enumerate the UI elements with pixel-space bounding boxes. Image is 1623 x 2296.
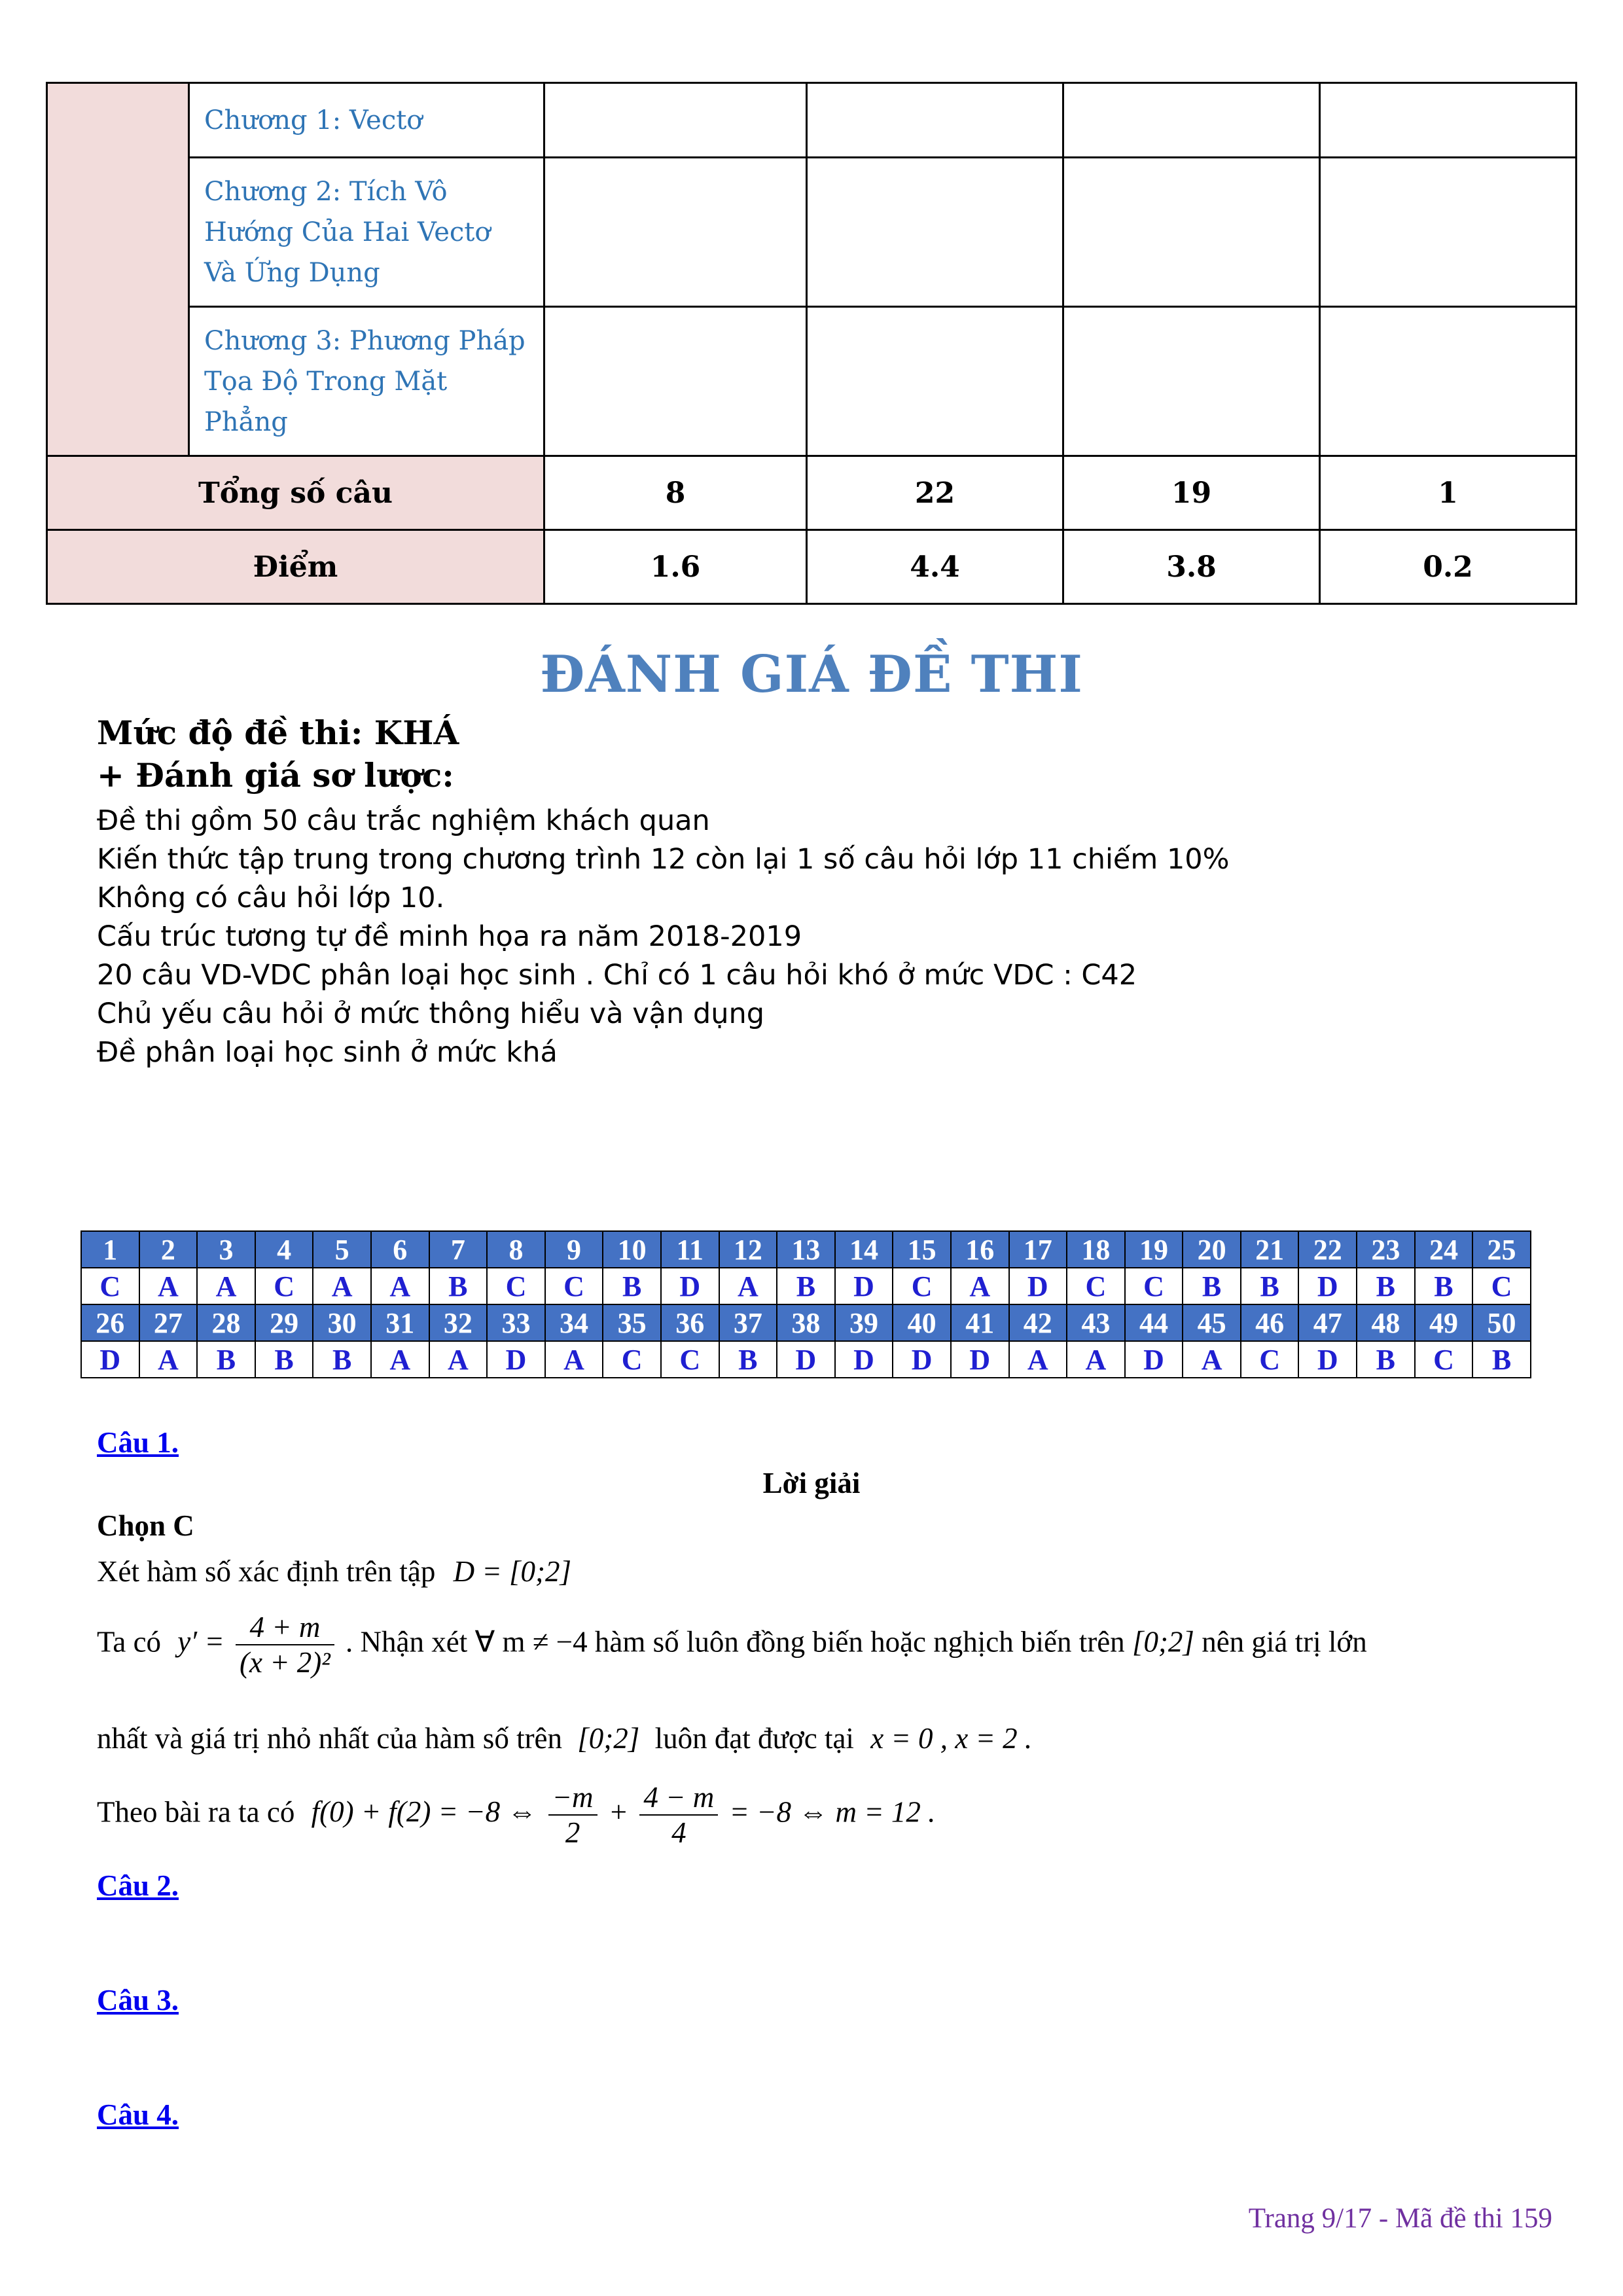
answer-number-cell: 27 bbox=[139, 1304, 198, 1341]
solution-line-2: Ta có y′ = $\frac{4 + m}{\text{(x + 2)²}}$ . Nhận xét ∀ m ≠ −4 hàm số luôn đồng biến hoặc nghịch biến trên [0;2] nên giá trị lớn bbox=[97, 1611, 1367, 1679]
answer-letter-cell: B bbox=[777, 1268, 835, 1304]
answer-key-table bbox=[80, 1230, 1531, 1378]
answer-number-cell: 38 bbox=[777, 1304, 835, 1341]
answer-letter-cell: D bbox=[487, 1341, 545, 1378]
answer-number-cell: 44 bbox=[1125, 1304, 1183, 1341]
summary-line: Chủ yếu câu hỏi ở mức thông hiểu và vận dụng bbox=[97, 997, 765, 1030]
answer-letter-cell: A bbox=[1009, 1341, 1067, 1378]
answer-number-cell: 40 bbox=[893, 1304, 951, 1341]
answer-number-cell: 18 bbox=[1067, 1231, 1125, 1268]
answer-letter-cell: A bbox=[429, 1341, 488, 1378]
score-value: 3.8 bbox=[1063, 530, 1320, 604]
answer-letter-cell: A bbox=[139, 1341, 198, 1378]
answer-letter-cell: D bbox=[893, 1341, 951, 1378]
answer-number-cell: 15 bbox=[893, 1231, 951, 1268]
score-value: 0.2 bbox=[1320, 530, 1577, 604]
answer-number-cell: 7 bbox=[429, 1231, 488, 1268]
answer-letter-cell: D bbox=[1298, 1341, 1357, 1378]
page-footer: Trang 9/17 - Mã đề thi 159 bbox=[1248, 2203, 1552, 2234]
answer-letter-cell: C bbox=[255, 1268, 313, 1304]
answer-letter-cell: C bbox=[487, 1268, 545, 1304]
answer-number-cell: 31 bbox=[371, 1304, 429, 1341]
answer-number-cell: 29 bbox=[255, 1304, 313, 1341]
answer-letter-cell: B bbox=[313, 1341, 371, 1378]
answer-letter-cell: B bbox=[719, 1341, 777, 1378]
answer-number-cell: 5 bbox=[313, 1231, 371, 1268]
answer-number-cell: 4 bbox=[255, 1231, 313, 1268]
answer-number-cell: 8 bbox=[487, 1231, 545, 1268]
answer-letter-cell: A bbox=[371, 1341, 429, 1378]
summary-line: Cấu trúc tương tự đề minh họa ra năm 2018-2019 bbox=[97, 920, 802, 953]
answer-number-cell: 6 bbox=[371, 1231, 429, 1268]
answer-number-cell: 11 bbox=[661, 1231, 719, 1268]
answer-number-cell: 43 bbox=[1067, 1304, 1125, 1341]
chosen-answer: Chọn C bbox=[97, 1509, 194, 1542]
answer-key-row bbox=[81, 1268, 1531, 1304]
answer-key-row bbox=[81, 1231, 1531, 1268]
brief-heading: + Đánh giá sơ lược: bbox=[97, 756, 454, 795]
answer-number-cell: 1 bbox=[81, 1231, 139, 1268]
answer-number-cell: 9 bbox=[545, 1231, 603, 1268]
answer-number-cell: 42 bbox=[1009, 1304, 1067, 1341]
solution-title: Lời giải bbox=[762, 1467, 861, 1499]
answer-letter-cell: D bbox=[1298, 1268, 1357, 1304]
answer-letter-cell: A bbox=[951, 1268, 1009, 1304]
answer-key-row bbox=[81, 1304, 1531, 1341]
answer-number-cell: 12 bbox=[719, 1231, 777, 1268]
answer-letter-cell: D bbox=[1125, 1341, 1183, 1378]
total-value: 19 bbox=[1063, 456, 1320, 530]
answer-letter-cell: C bbox=[1067, 1268, 1125, 1304]
answer-number-cell: 33 bbox=[487, 1304, 545, 1341]
answer-number-cell: 49 bbox=[1415, 1304, 1473, 1341]
answer-letter-cell: B bbox=[1472, 1341, 1531, 1378]
domain-math: D = [0;2] bbox=[453, 1555, 571, 1588]
answer-number-cell: 34 bbox=[545, 1304, 603, 1341]
score-label: Điểm bbox=[47, 530, 544, 604]
solution-line-4: Theo bài ra ta có f(0) + f(2) = −8 ⇔ $\frac{-m}{2}$ + $\frac{4 - m}{4}$ = −8 ⇔ m = 12 . bbox=[97, 1781, 936, 1849]
answer-letter-cell: B bbox=[1415, 1268, 1473, 1304]
answer-letter-cell: B bbox=[1241, 1268, 1299, 1304]
answer-letter-cell: C bbox=[545, 1268, 603, 1304]
summary-line: Kiến thức tập trung trong chương trình 12 còn lại 1 số câu hỏi lớp 11 chiếm 10% bbox=[97, 843, 1230, 876]
answer-number-cell: 24 bbox=[1415, 1231, 1473, 1268]
chapter-cell: Chương 1: Vectơ bbox=[189, 83, 544, 158]
score-value: 4.4 bbox=[807, 530, 1063, 604]
answer-number-cell: 41 bbox=[951, 1304, 1009, 1341]
answer-number-cell: 45 bbox=[1183, 1304, 1241, 1341]
answer-letter-cell: A bbox=[197, 1268, 255, 1304]
total-value: 1 bbox=[1320, 456, 1577, 530]
answer-letter-cell: D bbox=[661, 1268, 719, 1304]
grade-cell bbox=[47, 83, 189, 456]
answer-letter-cell: C bbox=[81, 1268, 139, 1304]
answer-letter-cell: A bbox=[313, 1268, 371, 1304]
answer-letter-cell: A bbox=[371, 1268, 429, 1304]
solution-line-3: nhất và giá trị nhỏ nhất của hàm số trên [0;2] luôn đạt được tại x = 0 , x = 2 . bbox=[97, 1722, 1033, 1755]
solution-line-1: Xét hàm số xác định trên tập D = [0;2] bbox=[97, 1555, 571, 1588]
answer-letter-cell: C bbox=[603, 1341, 661, 1378]
chapter-cell: Chương 3: Phương Pháp Tọa Độ Trong Mặt Phẳng bbox=[189, 307, 544, 456]
summary-line: 20 câu VD-VDC phân loại học sinh . Chỉ có 1 câu hỏi khó ở mức VDC : C42 bbox=[97, 959, 1137, 992]
answer-number-cell: 47 bbox=[1298, 1304, 1357, 1341]
answer-letter-cell: C bbox=[1415, 1341, 1473, 1378]
answer-number-cell: 39 bbox=[835, 1304, 893, 1341]
answer-number-cell: 13 bbox=[777, 1231, 835, 1268]
answer-letter-cell: D bbox=[951, 1341, 1009, 1378]
answer-number-cell: 25 bbox=[1472, 1231, 1531, 1268]
answer-number-cell: 30 bbox=[313, 1304, 371, 1341]
answer-key-row bbox=[81, 1341, 1531, 1378]
answer-letter-cell: D bbox=[1009, 1268, 1067, 1304]
answer-number-cell: 20 bbox=[1183, 1231, 1241, 1268]
answer-number-cell: 16 bbox=[951, 1231, 1009, 1268]
answer-number-cell: 2 bbox=[139, 1231, 198, 1268]
answer-number-cell: 26 bbox=[81, 1304, 139, 1341]
answer-number-cell: 22 bbox=[1298, 1231, 1357, 1268]
answer-letter-cell: B bbox=[429, 1268, 488, 1304]
summary-line: Đề thi gồm 50 câu trắc nghiệm khách quan bbox=[97, 804, 710, 837]
answer-letter-cell: C bbox=[661, 1341, 719, 1378]
summary-line: Không có câu hỏi lớp 10. bbox=[97, 882, 445, 914]
answer-letter-cell: A bbox=[545, 1341, 603, 1378]
answer-number-cell: 37 bbox=[719, 1304, 777, 1341]
answer-number-cell: 10 bbox=[603, 1231, 661, 1268]
answer-letter-cell: C bbox=[893, 1268, 951, 1304]
answer-letter-cell: A bbox=[139, 1268, 198, 1304]
answer-letter-cell: B bbox=[1183, 1268, 1241, 1304]
answer-letter-cell: C bbox=[1472, 1268, 1531, 1304]
question-4-link[interactable]: Câu 4. bbox=[97, 2098, 179, 2131]
answer-number-cell: 32 bbox=[429, 1304, 488, 1341]
answer-number-cell: 21 bbox=[1241, 1231, 1299, 1268]
exam-level: Mức độ đề thi: KHÁ bbox=[97, 713, 459, 752]
total-value: 8 bbox=[544, 456, 807, 530]
answer-letter-cell: B bbox=[197, 1341, 255, 1378]
answer-letter-cell: B bbox=[1357, 1268, 1415, 1304]
question-2-link[interactable]: Câu 2. bbox=[97, 1869, 179, 1902]
answer-letter-cell: C bbox=[1125, 1268, 1183, 1304]
answer-number-cell: 28 bbox=[197, 1304, 255, 1341]
answer-letter-cell: D bbox=[835, 1268, 893, 1304]
answer-number-cell: 46 bbox=[1241, 1304, 1299, 1341]
answer-number-cell: 36 bbox=[661, 1304, 719, 1341]
fraction-2: $\frac{4 - m}{4}$ bbox=[639, 1780, 718, 1850]
answer-number-cell: 35 bbox=[603, 1304, 661, 1341]
chapter-cell: Chương 2: Tích Vô Hướng Của Hai Vectơ Và Ứng Dụng bbox=[189, 158, 544, 307]
fraction-1: $\frac{-m}{2}$ bbox=[548, 1780, 597, 1850]
answer-number-cell: 23 bbox=[1357, 1231, 1415, 1268]
answer-letter-cell: A bbox=[719, 1268, 777, 1304]
answer-number-cell: 19 bbox=[1125, 1231, 1183, 1268]
answer-letter-cell: C bbox=[1241, 1341, 1299, 1378]
evaluation-summary bbox=[97, 802, 1230, 1072]
answer-number-cell: 14 bbox=[835, 1231, 893, 1268]
total-label: Tổng số câu bbox=[47, 456, 544, 530]
answer-number-cell: 48 bbox=[1357, 1304, 1415, 1341]
evaluation-title: ĐÁNH GIÁ ĐỀ THI bbox=[540, 645, 1083, 704]
answer-letter-cell: D bbox=[777, 1341, 835, 1378]
answer-letter-cell: D bbox=[81, 1341, 139, 1378]
answer-letter-cell: B bbox=[255, 1341, 313, 1378]
summary-line: Đề phân loại học sinh ở mức khá bbox=[97, 1036, 558, 1069]
question-3-link[interactable]: Câu 3. bbox=[97, 1984, 179, 2017]
answer-number-cell: 3 bbox=[197, 1231, 255, 1268]
answer-letter-cell: A bbox=[1183, 1341, 1241, 1378]
answer-letter-cell: A bbox=[1067, 1341, 1125, 1378]
matrix-table bbox=[46, 82, 1577, 605]
answer-letter-cell: D bbox=[835, 1341, 893, 1378]
total-value: 22 bbox=[807, 456, 1063, 530]
answer-letter-cell: B bbox=[603, 1268, 661, 1304]
question-1-link[interactable]: Câu 1. bbox=[97, 1426, 179, 1459]
score-value: 1.6 bbox=[544, 530, 807, 604]
derivative-fraction: $\frac{4 + m}{\text{(x + 2)²}}$ bbox=[236, 1610, 334, 1679]
answer-number-cell: 17 bbox=[1009, 1231, 1067, 1268]
answer-letter-cell: B bbox=[1357, 1341, 1415, 1378]
answer-number-cell: 50 bbox=[1472, 1304, 1531, 1341]
